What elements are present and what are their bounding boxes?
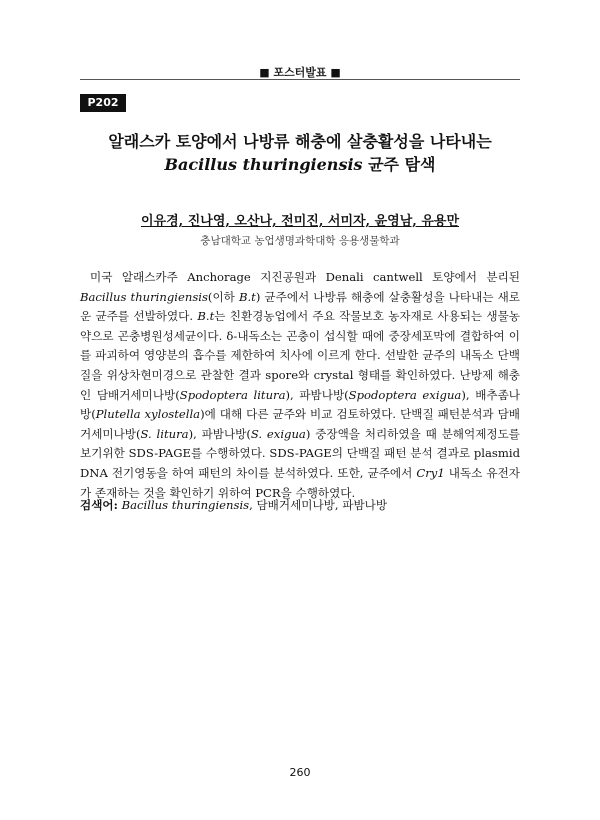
abstract-italic: Bacillus thuringiensis	[80, 289, 208, 304]
header-divider	[80, 79, 520, 80]
title-line-1: 알래스카 토양에서 나방류 해충에 살충활성을 나타내는	[108, 132, 492, 151]
title-line-2-rest: 균주 탐색	[362, 155, 436, 174]
title-line-2	[60, 153, 540, 176]
author-list: 이유경, 진나영, 오산나, 전미진, 서미자, 윤영남, 유용만	[140, 214, 460, 229]
abstract-text: (이하	[207, 289, 239, 304]
section-header-label: ■ 포스터발표 ■	[259, 66, 341, 79]
abstract-italic: S. litura	[140, 426, 189, 441]
abstract-text: ) 중장액을 처리하였을 때 분해억제정도를 보기위한 SDS-PAGE를 수행하였다. SDS-PAGE의 단백질 패턴 분석 결과로 plasmid DNA 전기영동을 하여 패턴의 차이를 분석하였다. 또한, 균주에서	[80, 426, 520, 480]
abstract-text: )에 대해 다른 균주와 비교 검토하였다. 단백질 패턴분석과 담배거세미나방(	[80, 407, 520, 441]
keyword-rest: , 담배거세미나방, 파밤나방	[249, 498, 388, 512]
abstract-italic: Cry1	[416, 465, 445, 480]
abstract-text: ), 파밤나방(	[188, 426, 251, 441]
title-species-name: Bacillus thuringiensis	[164, 155, 363, 174]
keywords-line	[80, 496, 520, 515]
abstract-text: 내독소 유전자가 존재하는 것을 확인하기 위하여 PCR을 수행하였다.	[80, 465, 520, 500]
keyword-species: Bacillus thuringiensis	[121, 498, 250, 512]
abstract-text: 는 친환경농업에서 주요 작물보호 농자재로 사용되는 생물농약으로 곤충병원성세균이다. δ-내독소는 곤충이 섭식할 때에 중장세포막에 결합하여 이를 파괴하여 영양분의 흡수를 제한하여 치사에 이르게 한다. 선발한 균주의 내독소 단백질을 위상차현미경으로 관찰한 결과 spore와 crystal 형태를 확인하였다. 난방제 해충인 담배거세미나방(	[80, 309, 520, 402]
poster-id-badge: P202	[80, 94, 126, 112]
affiliation: 충남대학교 농업생명과학대학 응용생물학과	[200, 235, 400, 247]
abstract-italic: S. exigua	[250, 426, 306, 441]
paper-title	[60, 130, 540, 176]
page-number: 260	[289, 766, 311, 779]
abstract-italic: Spodoptera exigua	[348, 387, 462, 402]
abstract-text: 미국 알래스카주 Anchorage 지진공원과 Denali cantwell 토양에서 분리된	[90, 270, 520, 284]
abstract-body	[80, 268, 520, 503]
abstract-italic: Spodoptera litura	[179, 387, 286, 402]
abstract-text: ), 파밤나방(	[285, 387, 349, 402]
abstract-text: ), 배추좀나방(	[80, 387, 520, 422]
abstract-italic: B.t	[238, 289, 256, 304]
keywords-label: 검색어:	[80, 498, 118, 512]
abstract-italic: Plutella xylostella	[95, 407, 201, 422]
abstract-italic: B.t	[197, 309, 215, 324]
abstract-text: ) 균주에서 나방류 해충에 살충활성을 나타내는 새로운 균주를 선발하였다.	[80, 289, 521, 324]
